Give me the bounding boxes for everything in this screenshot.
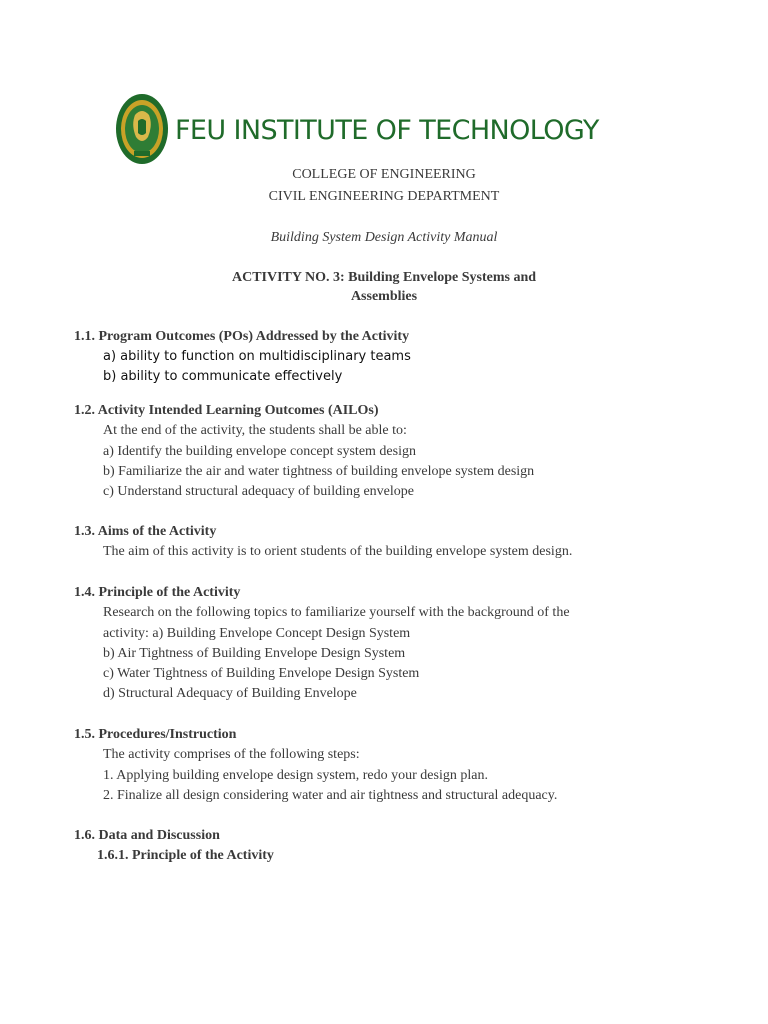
section-heading: 1.6. Data and Discussion xyxy=(74,828,220,843)
section-line: a) Identify the building envelope concept system design xyxy=(103,443,416,459)
activity-title-line1: ACTIVITY NO. 3: Building Envelope Systems and xyxy=(231,270,537,285)
section-heading: 1.1. Program Outcomes (POs) Addressed by the Activity xyxy=(74,329,410,344)
section-line: The aim of this activity is to orient students of the building envelope system design. xyxy=(103,544,573,560)
section-learning-outcomes xyxy=(74,401,694,502)
section-aims xyxy=(74,522,694,563)
section-procedures xyxy=(74,725,694,806)
section-line: b) Air Tightness of Building Envelope Design System xyxy=(103,645,406,661)
manual-title: Building System Design Activity Manual xyxy=(270,230,498,245)
section-subheading: 1.6.1. Principle of the Activity xyxy=(97,848,274,864)
college-name: COLLEGE OF ENGINEERING xyxy=(292,167,476,182)
section-line: The activity comprises of the following steps: xyxy=(103,747,360,763)
section-heading: 1.3. Aims of the Activity xyxy=(74,524,217,539)
section-heading: 1.4. Principle of the Activity xyxy=(74,585,241,600)
section-program-outcomes xyxy=(74,327,694,386)
section-line: c) Water Tightness of Building Envelope Design System xyxy=(103,666,420,682)
section-line: activity: a) Building Envelope Concept Design System xyxy=(103,625,411,641)
activity-title-line2: Assemblies xyxy=(350,289,418,304)
institute-name: FEU INSTITUTE OF TECHNOLOGY xyxy=(175,114,599,146)
section-data-discussion xyxy=(74,826,694,867)
section-line: c) Understand structural adequacy of building envelope xyxy=(103,484,415,500)
section-line: At the end of the activity, the students shall be able to: xyxy=(103,423,407,439)
activity-title xyxy=(0,268,768,306)
section-principle xyxy=(74,583,694,705)
department-name: CIVIL ENGINEERING DEPARTMENT xyxy=(268,189,500,204)
section-line: d) Structural Adequacy of Building Envelope xyxy=(103,686,357,702)
institute-seal-icon xyxy=(115,93,169,165)
section-line: b) ability to communicate effectively xyxy=(103,368,343,384)
section-line: a) ability to function on multidisciplinary teams xyxy=(103,349,411,365)
section-line: b) Familiarize the air and water tightness of building envelope system design xyxy=(103,463,535,479)
header-logo xyxy=(115,93,599,165)
section-heading: 1.2. Activity Intended Learning Outcomes (AILOs) xyxy=(74,403,379,418)
section-line: 1. Applying building envelope design system, redo your design plan. xyxy=(103,767,488,783)
section-line: Research on the following topics to familiarize yourself with the background of the xyxy=(103,605,570,621)
section-line: 2. Finalize all design considering water and air tightness and structural adequacy. xyxy=(103,787,558,803)
section-heading: 1.5. Procedures/Instruction xyxy=(74,727,237,742)
